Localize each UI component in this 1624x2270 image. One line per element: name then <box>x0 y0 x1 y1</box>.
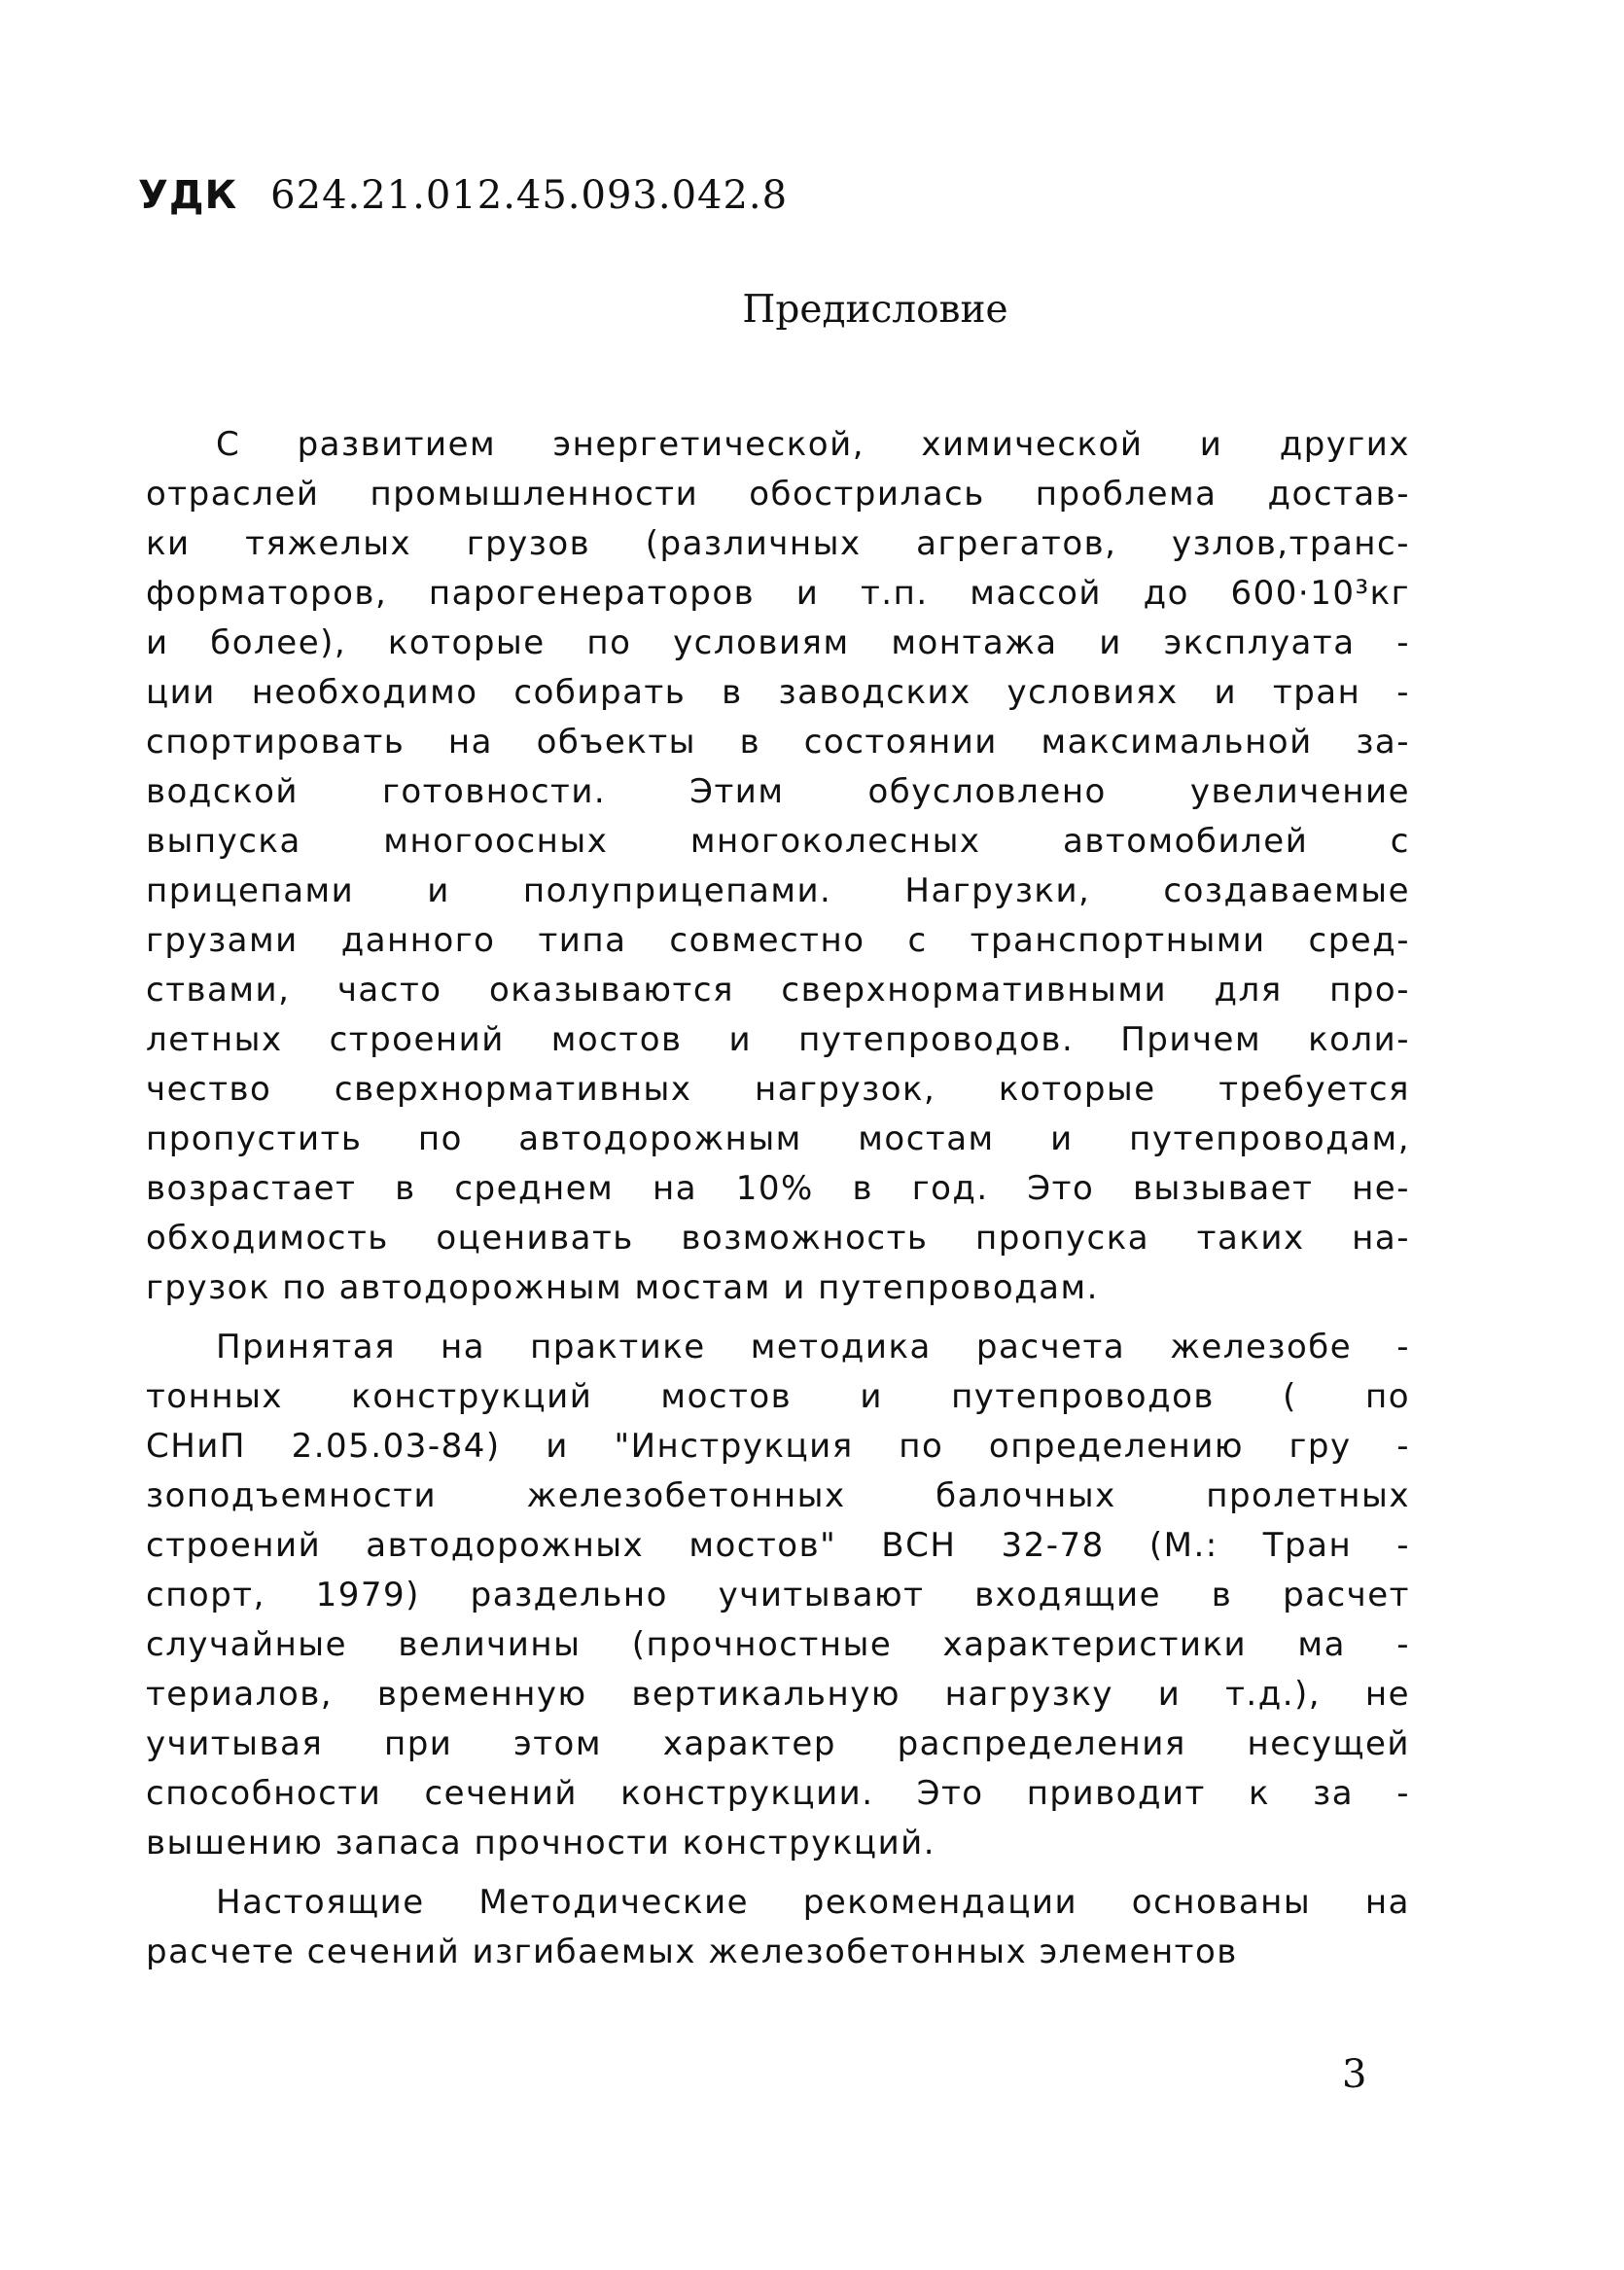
text-line: расчете сечений изгибаемых железобетонных элементов <box>146 1933 1238 1971</box>
text-line: летных строений мостов и путепроводов. Причем коли- <box>146 1020 1410 1059</box>
text-line: и более), которые по условиям монтажа и эксплуата - <box>146 623 1410 662</box>
text-line: учитывая при этом характер распределения несущей <box>146 1724 1410 1763</box>
udk-label: УДК <box>138 173 238 218</box>
text-line: обходимость оценивать возможность пропуска таких на- <box>146 1219 1410 1258</box>
paragraph <box>146 420 1410 1313</box>
paragraph-gap <box>146 1868 1410 1878</box>
text-line: С развитием энергетической, химической и других <box>216 425 1410 464</box>
udk-code: 624.21.012.45.093.042.8 <box>270 173 789 218</box>
text-line: тонных конструкций мостов и путепроводов ( по <box>146 1377 1410 1416</box>
body-text <box>146 420 1410 1977</box>
text-line: териалов, временную вертикальную нагрузку и т.д.), не <box>146 1675 1410 1714</box>
text-line: прицепами и полуприцепами. Нагрузки, создаваемые <box>146 871 1410 910</box>
text-line: спортировать на объекты в состоянии максимальной за- <box>146 723 1410 762</box>
text-line: ки тяжелых грузов (различных агрегатов, узлов,транс- <box>146 524 1410 563</box>
text-line: водской готовности. Этим обусловлено увеличение <box>146 772 1410 811</box>
text-line: вышению запаса прочности конструкций. <box>146 1824 936 1862</box>
page-number: 3 <box>1342 2052 1367 2097</box>
text-line: ции необходимо собирать в заводских условиях и тран - <box>146 673 1410 712</box>
text-line: грузами данного типа совместно с транспортными сред- <box>146 921 1410 960</box>
text-line: случайные величины (прочностные характеристики ма - <box>146 1625 1410 1664</box>
text-line: возрастает в среднем на 10% в год. Это вызывает не- <box>146 1169 1410 1208</box>
page-title: Предисловие <box>742 288 1008 332</box>
text-line: строений автодорожных мостов" ВСН 32-78 (М.: Тран - <box>146 1526 1410 1565</box>
text-line: отраслей промышленности обострилась проблема достав- <box>146 475 1410 514</box>
text-line: способности сечений конструкции. Это приводит к за - <box>146 1774 1410 1813</box>
text-line: СНиП 2.05.03-84) и "Инструкция по определению гру - <box>146 1427 1410 1466</box>
paragraph-gap <box>146 1313 1410 1323</box>
text-line: чество сверхнормативных нагрузок, которые требуется <box>146 1070 1410 1109</box>
udk-line <box>138 173 788 218</box>
text-line: спорт, 1979) раздельно учитывают входящие в расчет <box>146 1576 1410 1614</box>
text-line: Настоящие Методические рекомендации основаны на <box>216 1883 1410 1922</box>
text-line: грузок по автодорожным мостам и путепроводам. <box>146 1268 1099 1307</box>
text-line: пропустить по автодорожным мостам и путепроводам, <box>146 1119 1410 1158</box>
paragraph <box>146 1878 1410 1977</box>
text-line: форматоров, парогенераторов и т.п. массой до 600·10³кг <box>146 574 1410 613</box>
text-line: зоподъемности железобетонных балочных пролетных <box>146 1476 1410 1515</box>
text-line: Принятая на практике методика расчета железобе - <box>216 1328 1410 1366</box>
text-line: выпуска многоосных многоколесных автомобилей с <box>146 822 1410 861</box>
text-line: ствами, часто оказываются сверхнормативными для про- <box>146 971 1410 1010</box>
paragraph <box>146 1323 1410 1868</box>
